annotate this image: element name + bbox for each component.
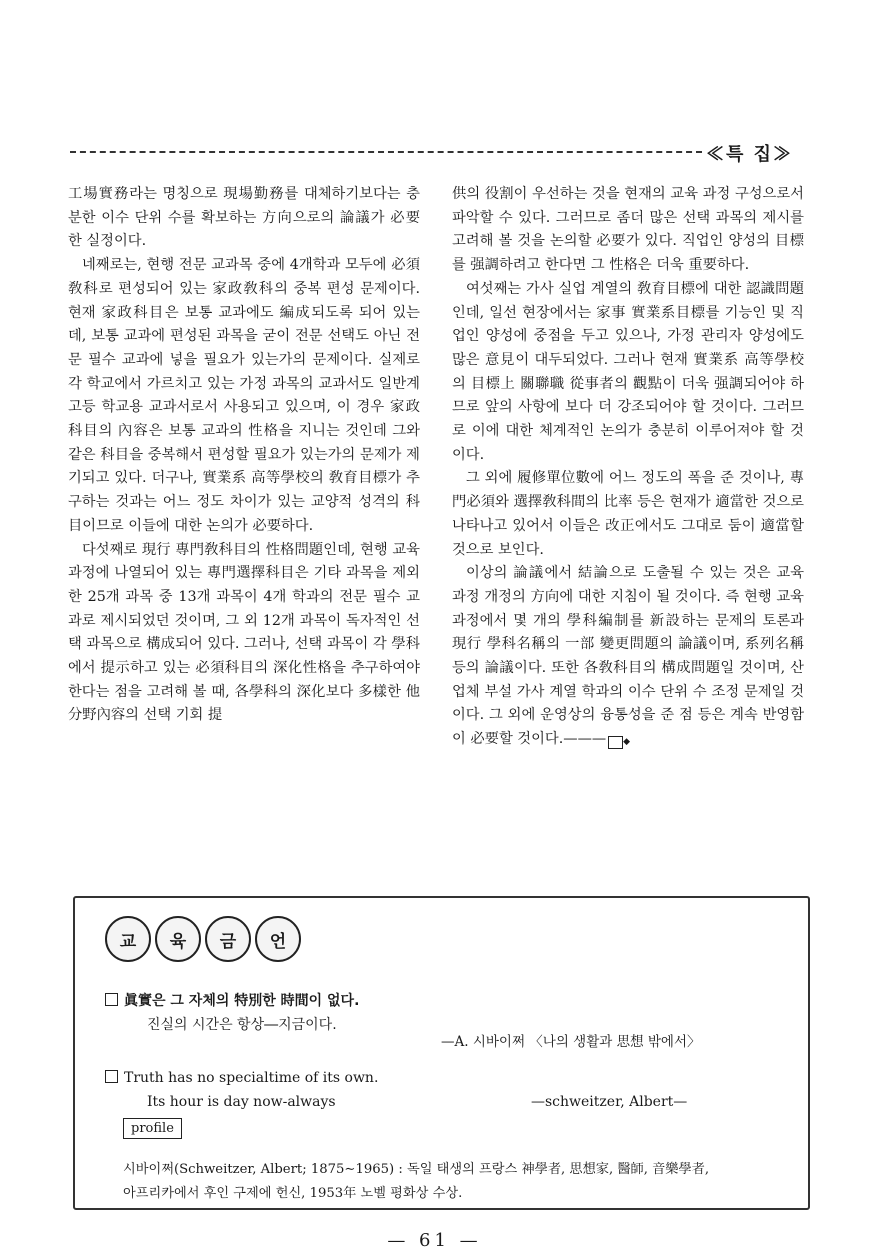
paragraph: 工場實務라는 명칭으로 現場勤務를 대체하기보다는 충분한 이수 단위 수를 확보하는 方向으로의 論議가 必要한 실정이다.	[68, 186, 420, 250]
page-number: — 61 —	[387, 1230, 482, 1251]
english-quote-line2: Its hour is day now-always	[147, 1094, 336, 1110]
profile-line1: 시바이쩌(Schweitzer, Albert; 1875∼1965) : 독일 태생의 프랑스 神學者, 思想家, 醫師, 音樂學者,	[123, 1162, 710, 1177]
profile-line2: 아프리카에서 후인 구제에 헌신, 1953年 노벨 평화상 수상.	[123, 1186, 463, 1201]
paragraph: 그 외에 履修單位數에 어느 정도의 폭을 준 것이나, 專門必須와 選擇敎科間의 比率 등은 현재가 適當한 것으로 나타나고 있어서 이들은 改正에서도 그대로 둠이 適當할 것으로 보인다.	[452, 470, 804, 558]
profile-label: profile	[123, 1118, 182, 1139]
header-dashed-rule	[70, 151, 702, 153]
paragraph: 다섯째로 現行 專門敎科目의 性格問題인데, 현행 교육 과정에 나열되어 있는 專門選擇科目은 기타 과목을 제외한 25개 과목 중 13개 과목이 4개 학과의 전문 필수 교과로 제시되었던 것이며, 그 외 12개 과목이 독자적인 선택 과목으로 構成되어 있다. 그러나, 선택 과목이 각 學科에서 提示하고 있는 必須科目의 深化性格을 추구하여야 한다는 점을 고려해 볼 때, 各學科의 深化보다 多樣한 他分野內容의 선택 기회 提	[68, 541, 420, 724]
medallion: 언	[255, 916, 301, 962]
checkbox-icon	[105, 1070, 118, 1083]
medallion: 교	[105, 916, 151, 962]
checkbox-icon	[105, 993, 118, 1006]
korean-quote-line2: 진실의 시간은 항상―지금이다.	[147, 1017, 337, 1033]
english-attribution: —schweitzer, Albert—	[531, 1094, 688, 1110]
right-column	[452, 183, 804, 752]
paragraph-last	[452, 562, 804, 752]
left-column	[68, 183, 420, 728]
paragraph: 供의 役割이 우선하는 것을 현재의 교육 과정 구성으로서 파악할 수 있다. 그러므로 좀더 많은 선택 과목의 제시를 고려해 볼 것을 논의할 必要가 있다. 직업인 양성의 目標를 强調하려고 한다면 그 性格은 더욱 重要하다.	[452, 186, 804, 274]
korean-quote-line1: 眞實은 그 자체의 特別한 時間이 없다.	[105, 990, 359, 1010]
paragraph: 여섯째는 가사 실업 계열의 敎育目標에 대한 認識問題인데, 일선 현장에서는 家事 實業系目標를 기능인 및 직업인 양성에 중점을 두고 있으나, 가정 관리자 양성에도 많은 意見이 대두되었다. 그러나 현재 實業系 高等學校의 目標上 關聯職 從事者의 觀點이 더욱 强調되어야 하므로 앞의 사항에 보다 더 강조되어야 할 것이다. 그러므로 이에 대한 체계적인 논의가 충분히 이루어져야 할 것이다.	[452, 280, 804, 463]
paragraph: 네째로는, 현행 전문 교과목 중에 4개학과 모두에 必須敎科로 편성되어 있는 家政敎科의 중복 편성 문제이다. 현재 家政科目은 보통 교과에도 編成되도록 되어 있는데, 보통 교과에 편성된 과목을 굳이 전문 선택도 아닌 전문 필수 교과에 넣을 필요가 있는가의 문제이다. 실제로 각 학교에서 가르치고 있는 가정 과목의 교과서도 일반계 고등 학교용 교과서로서 사용되고 있으며, 이 경우 家政科目의 內容은 보통 교과의 性格을 지니는 것인데 그와 같은 科目을 중복해서 편성할 필요가 있는가의 문제가 제기되고 있다. 더구나, 實業系 高等學校의 敎育目標가 추구하는 것과는 어느 정도 차이가 있는 교양적 성격의 科目이므로 이들에 대한 논의가 必要하다.	[68, 257, 420, 534]
medallion: 육	[155, 916, 201, 962]
medallion-title	[105, 916, 301, 962]
section-tag: ≪특 집≫	[706, 144, 794, 165]
paragraph-text: 이상의 論議에서 結論으로 도출될 수 있는 것은 교육 과정 개정의 方向에 대한 지침이 될 것이다. 즉 현행 교육 과정에서 몇 개의 學科編制를 新設하는 문제의 토론과 現行 學科名稱의 一部 變更問題의 論議이며, 系列名稱 등의 論議이다. 또한 各敎科目의 構成問題일 것이며, 산업체 부설 가사 계열 학과의 이수 단위 수 조정 문제일 것이다. 그 외에 운영상의 융통성을 준 점 등은 계속 반영함이 必要할 것이다.———	[452, 565, 804, 748]
english-quote-line1: Truth has no specialtime of its own.	[105, 1070, 378, 1086]
end-mark-icon: ◆	[608, 736, 623, 749]
quote-box	[73, 896, 810, 1210]
medallion: 금	[205, 916, 251, 962]
korean-attribution: —A. 시바이쩌 〈나의 생활과 思想 밖에서〉	[441, 1034, 701, 1050]
